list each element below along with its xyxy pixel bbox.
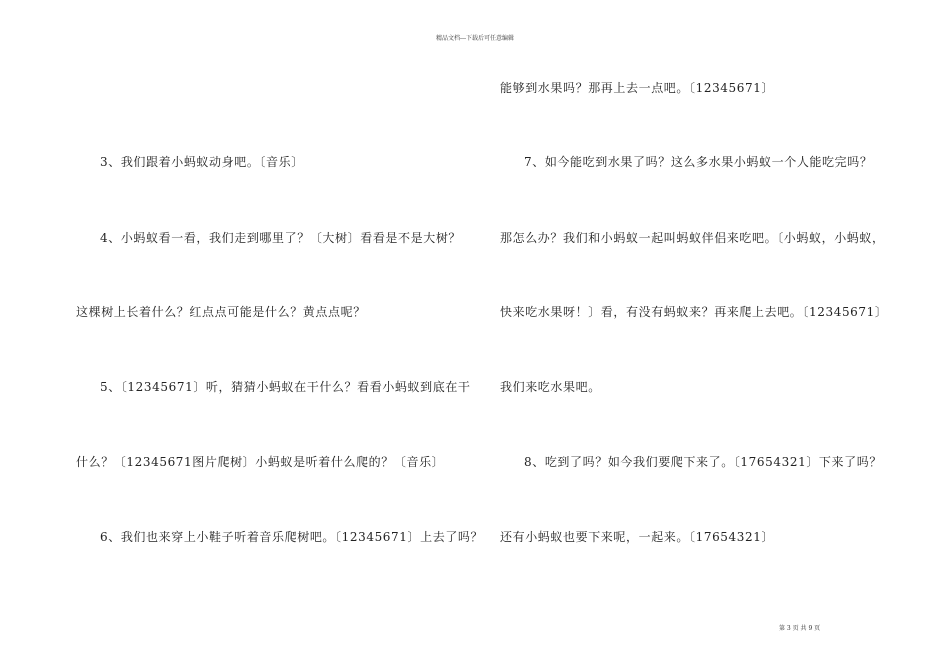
paragraph-line: 7、如今能吃到水果了吗？这么多水果小蚂蚁一个人能吃完吗？ [524, 155, 873, 169]
paragraph-line: 什么？〔12345671图片爬树〕小蚂蚁是听着什么爬的？〔音乐〕 [76, 455, 445, 469]
paragraph-line: 3、我们跟着小蚂蚁动身吧。〔音乐〕 [100, 155, 304, 169]
paragraph-line: 这棵树上长着什么？红点点可能是什么？黄点点呢？ [76, 305, 366, 319]
page-header: 精品文档---下载后可任意编辑 [435, 35, 515, 42]
left-column [76, 0, 484, 672]
right-column [500, 0, 900, 672]
paragraph-line: 还有小蚂蚁也要下来呢，一起来。〔17654321〕 [500, 530, 775, 544]
paragraph-line: 快来吃水果呀！〕看，有没有蚂蚁来？再来爬上去吧。〔12345671〕 [500, 305, 888, 319]
paragraph-line: 4、小蚂蚁看一看，我们走到哪里了？〔大树〕看看是不是大树？ [100, 231, 462, 245]
paragraph-line: 8、吃到了吗？如今我们要爬下来了。〔17654321〕下来了吗？ [524, 455, 882, 469]
paragraph-line: 6、我们也来穿上小鞋子听着音乐爬树吧。〔12345671〕上去了吗？ [100, 530, 484, 544]
paragraph-line: 能够到水果吗？那再上去一点吧。〔12345671〕 [500, 81, 775, 95]
paragraph-line: 我们来吃水果吧。 [500, 380, 601, 394]
paragraph-line: 5、〔12345671〕听，猜猜小蚂蚁在干什么？看看小蚂蚁到底在干 [100, 380, 471, 394]
paragraph-line: 那怎么办？我们和小蚂蚁一起叫蚂蚁伴侣来吃吧。〔小蚂蚁，小蚂蚁， [500, 231, 885, 245]
page-number: 第 3 页 共 9 页 [779, 625, 821, 632]
